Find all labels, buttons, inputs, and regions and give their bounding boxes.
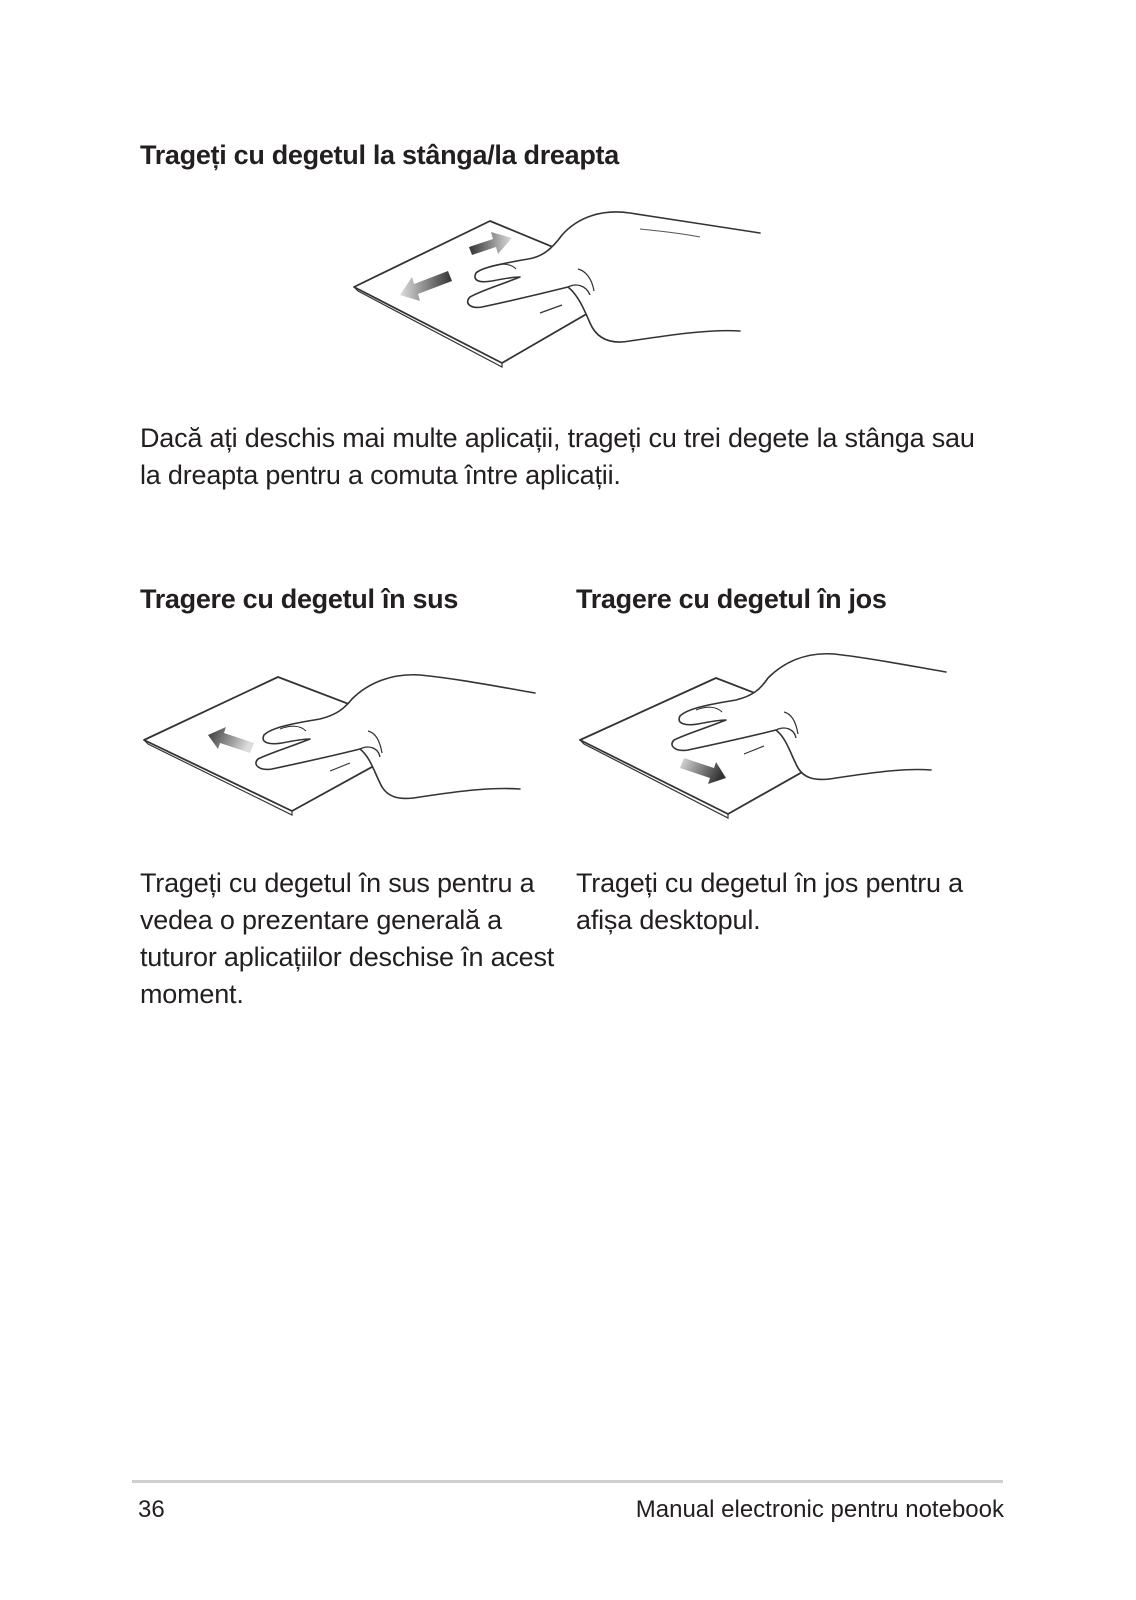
swipe-up-illustration bbox=[140, 665, 540, 825]
swipe-down-illustration bbox=[576, 650, 956, 840]
footer-title: Manual electronic pentru notebook bbox=[635, 1496, 1004, 1523]
body-swipe-up: Trageți cu degetul în sus pentru a vedea o prezentare generală a tuturor aplicațiilor deschise în acest moment. bbox=[140, 868, 555, 1009]
heading-swipe-down: Tragere cu degetul în jos bbox=[576, 584, 887, 614]
body-swipe-down: Trageți cu degetul în jos pentru a afișa desktopul. bbox=[576, 868, 963, 935]
body-swipe-left-right: Dacă ați deschis mai multe aplicații, trageți cu trei degete la stânga sau la dreapta pentru a comuta între aplicații. bbox=[140, 423, 975, 490]
footer-divider bbox=[132, 1480, 1003, 1483]
swipe-left-right-illustration bbox=[340, 205, 780, 375]
page-number: 36 bbox=[138, 1496, 165, 1523]
heading-swipe-left-right: Trageți cu degetul la stânga/la dreapta bbox=[140, 140, 619, 170]
heading-swipe-up: Tragere cu degetul în sus bbox=[140, 584, 459, 614]
